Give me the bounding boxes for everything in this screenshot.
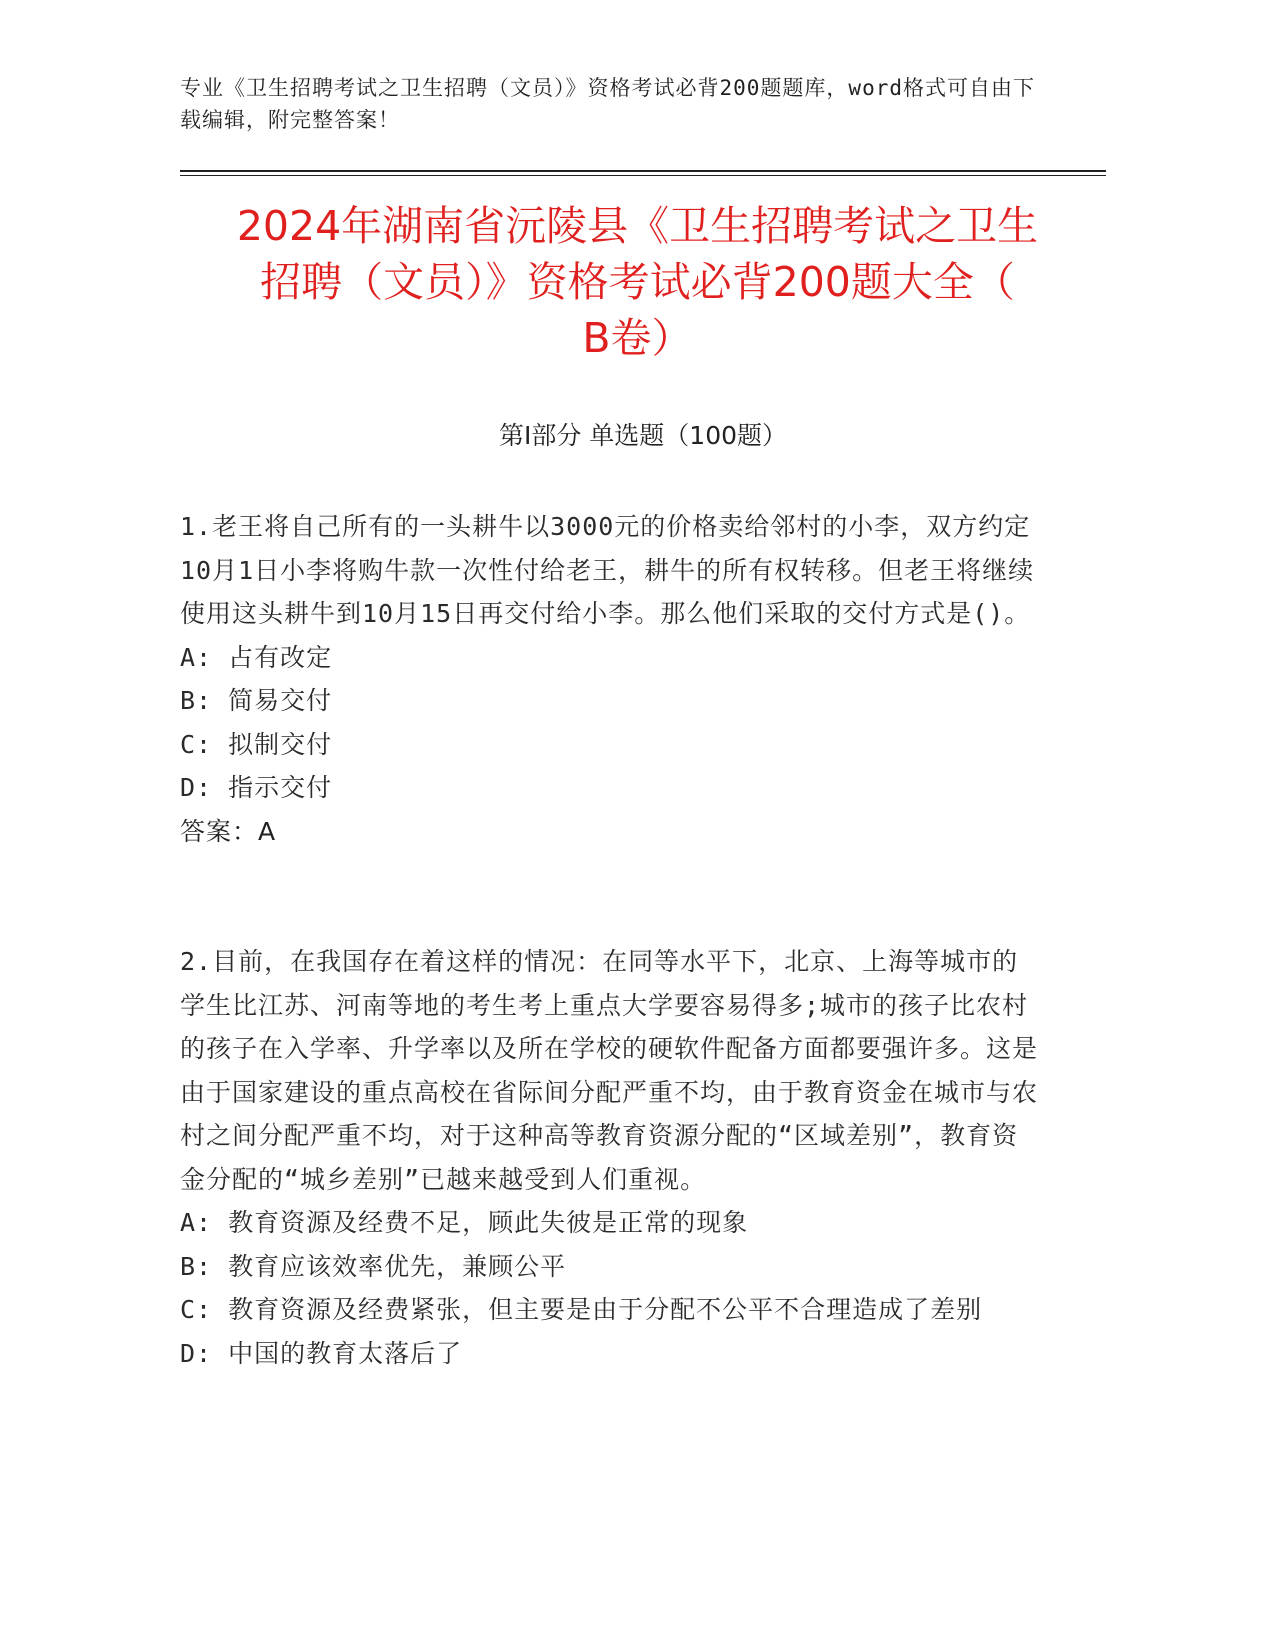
option-label: C: [180, 1295, 213, 1324]
option-label: B: [180, 686, 213, 715]
option-c [180, 1288, 1040, 1332]
option-text: 教育资源及经费紧张，但主要是由于分配不公平不合理造成了差别 [228, 1295, 983, 1324]
option-label: D: [180, 1338, 213, 1368]
title-line-3: B卷） [582, 314, 693, 362]
header-note: 专业《卫生招聘考试之卫生招聘（文员）》资格考试必背200题题库，word格式可自由下载编辑，附完整答案！ [180, 76, 1035, 132]
option-text: 教育应该效率优先，兼顾公平 [228, 1251, 567, 1281]
option-b [180, 679, 1040, 723]
option-text: 中国的教育太落后了 [228, 1338, 463, 1368]
option-d [180, 766, 1040, 810]
option-c [180, 723, 1040, 767]
option-text: 简易交付 [228, 686, 333, 715]
question-stem: 1.老王将自己所有的一头耕牛以3000元的价格卖给邻村的小李，双方约定10月1日小李将购牛款一次性付给老王，耕牛的所有权转移。但老王将继续使用这头耕牛到10月15日再交付给小李。那么他们采取的交付方式是()。 [180, 512, 1035, 628]
option-text: 拟制交付 [228, 729, 333, 759]
option-b [180, 1245, 1040, 1289]
option-label: A: [180, 642, 213, 672]
answer-line: 答案：A [180, 816, 277, 846]
option-label: D: [180, 773, 213, 802]
option-label: B: [180, 1251, 213, 1281]
page-title [150, 198, 1125, 366]
title-line-2: 招聘（文员）》资格考试必背200题大全（ [260, 258, 1015, 306]
option-text: 指示交付 [228, 773, 333, 802]
question-1 [180, 505, 1040, 853]
option-text: 占有改定 [228, 642, 333, 672]
question-stem: 2.目前，在我国存在着这样的情况：在同等水平下，北京、上海等城市的学生比江苏、河南等地的考生考上重点大学要容易得多;城市的孩子比农村的孩子在入学率、升学率以及所在学校的硬软件配备方面都要强许多。这是由于国家建设的重点高校在省际间分配严重不均，由于教育资金在城市与农村之间分配严重不均，对于这种高等教育资源分配的“区域差别”，教育资金分配的“城乡差别”已越来越受到人们重视。 [180, 947, 1039, 1194]
title-line-1: 2024年湖南省沅陵县《卫生招聘考试之卫生 [236, 202, 1039, 250]
option-a [180, 636, 1040, 680]
option-label: A: [180, 1208, 213, 1237]
header-divider [180, 170, 1106, 176]
option-a [180, 1201, 1040, 1245]
option-text: 教育资源及经费不足，顾此失彼是正常的现象 [228, 1208, 749, 1237]
question-2 [180, 940, 1040, 1375]
option-d [180, 1332, 1040, 1376]
option-label: C: [180, 729, 213, 759]
section-heading: 第I部分 单选题（100题） [498, 421, 788, 450]
